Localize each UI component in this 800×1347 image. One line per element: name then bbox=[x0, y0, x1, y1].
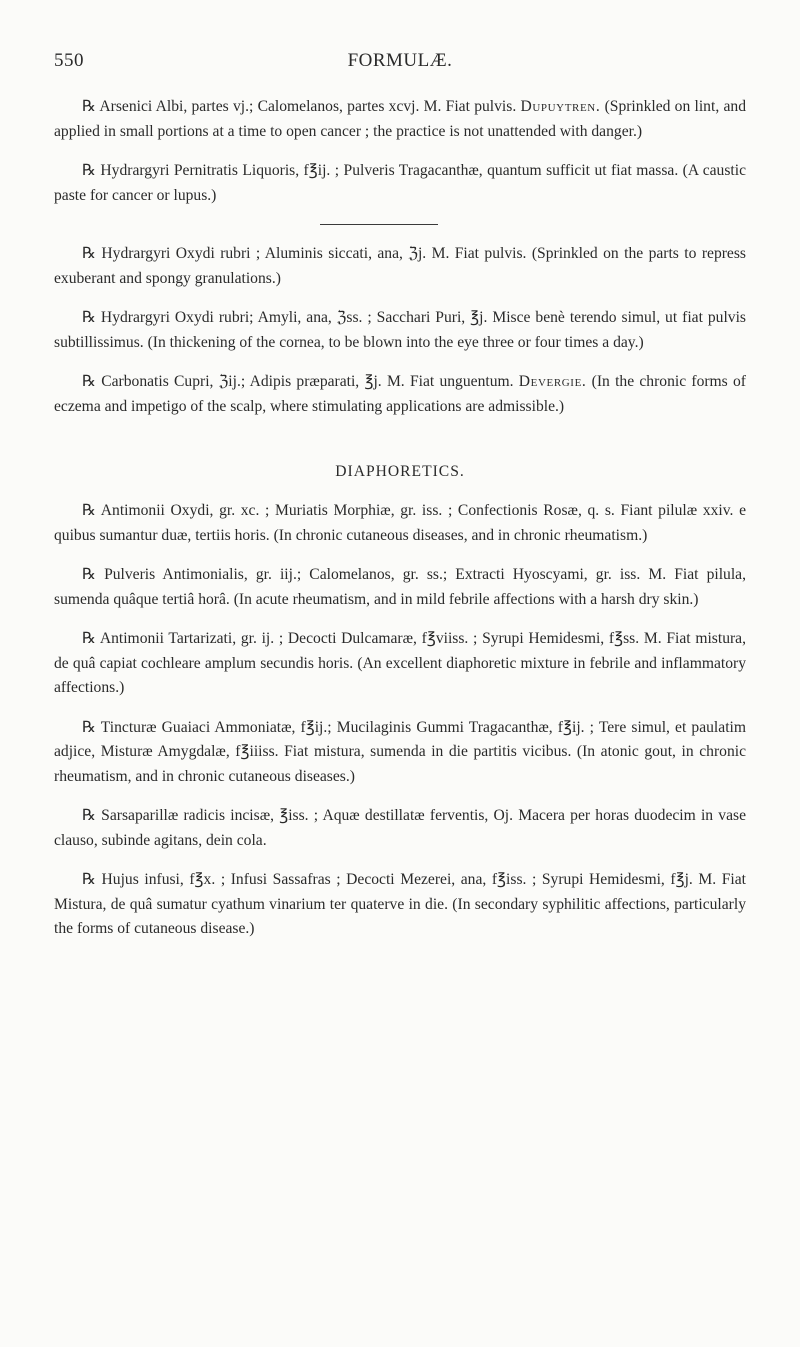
running-head bbox=[54, 50, 746, 80]
formula-paragraph bbox=[54, 95, 746, 144]
formula-paragraph: ℞ Hydrargyri Pernitratis Liquoris, f℥ij. ; Pulveris Tragacanthæ, quantum sufficit ut fiat massa. (A caustic paste for cancer or lupus.) bbox=[54, 162, 746, 204]
formula-text: ℞ Carbonatis Cupri, ℨij.; Adipis præparati, ℥j. M. Fiat unguentum. bbox=[82, 373, 514, 390]
formula-paragraph: ℞ Sarsaparillæ radicis incisæ, ℥iss. ; Aquæ destillatæ ferventis, Oj. Macera per horas duodecim in vase clauso, subinde agitans, dein cola. bbox=[54, 807, 746, 849]
formula-paragraph: ℞ Pulveris Antimonialis, gr. iij.; Calomelanos, gr. ss.; Extracti Hyoscyami, gr. iss. M. Fiat pilula, sumenda quâque tertiâ horâ. (In acute rheumatism, and in mild febrile affections with a harsh dry skin.) bbox=[54, 566, 746, 608]
formula-paragraph: ℞ Antimonii Oxydi, gr. xc. ; Muriatis Morphiæ, gr. iss. ; Confectionis Rosæ, q. s. Fiant pilulæ xxiv. e quibus sumantur duæ, tertiis horis. (In chronic cutaneous diseases, and in chronic rheumatism.) bbox=[54, 502, 746, 544]
separator-rule bbox=[320, 224, 438, 225]
formula-paragraph: ℞ Tincturæ Guaiaci Ammoniatæ, f℥ij.; Mucilaginis Gummi Tragacanthæ, f℥ij. ; Tere simul, et paulatim adjice, Misturæ Amygdalæ, f℥iiiss. Fiat mistura, sumenda in die partitis vicibus. (In atonic gout, in chronic rheumatism, and in chronic cutaneous diseases.) bbox=[54, 718, 746, 785]
section-heading: DIAPHORETICS. bbox=[335, 463, 465, 480]
formula-note: (Sprinkled on lint, and applied in small portions at a time to open cancer ; the practice is not unattended with danger.) bbox=[54, 98, 746, 140]
formula-paragraph: ℞ Antimonii Tartarizati, gr. ij. ; Decocti Dulcamaræ, f℥viiss. ; Syrupi Hemidesmi, f℥ss. M. Fiat mistura, de quâ capiat cochleare amplum secundis horis. (An excellent diaphoretic mixture in febrile and inflammatory affections.) bbox=[54, 630, 746, 696]
page-number: 550 bbox=[54, 50, 84, 71]
author-name: Dupuytren. bbox=[520, 98, 601, 115]
formula-paragraph bbox=[54, 370, 746, 419]
formula-paragraph: ℞ Hujus infusi, f℥x. ; Infusi Sassafras ; Decocti Mezerei, ana, f℥iss. ; Syrupi Hemidesmi, f℥j. M. Fiat Mistura, de quâ sumatur cyathum vinarium ter quaterve in die. (In secondary syphilitic affections, particularly the forms of cutaneous disease.) bbox=[54, 871, 746, 937]
formula-note: (In the chronic forms of eczema and impetigo of the scalp, where stimulating applications are admissible.) bbox=[54, 373, 746, 415]
formula-paragraph: ℞ Hydrargyri Oxydi rubri ; Aluminis siccati, ana, ℨj. M. Fiat pulvis. (Sprinkled on the parts to repress exuberant and spongy granulations.) bbox=[54, 245, 746, 287]
formula-text: ℞ Arsenici Albi, partes vj.; Calomelanos, partes xcvj. M. Fiat pulvis. bbox=[82, 98, 517, 115]
running-title: FORMULÆ. bbox=[347, 50, 453, 71]
author-name: Devergie. bbox=[518, 373, 587, 390]
page-content bbox=[54, 95, 746, 942]
formula-paragraph: ℞ Hydrargyri Oxydi rubri; Amyli, ana, ℨss. ; Sacchari Puri, ℥j. Misce benè terendo simul, ut fiat pulvis subtillissimus. (In thickening of the cornea, to be blown into the eye three or four times a day.) bbox=[54, 309, 746, 351]
